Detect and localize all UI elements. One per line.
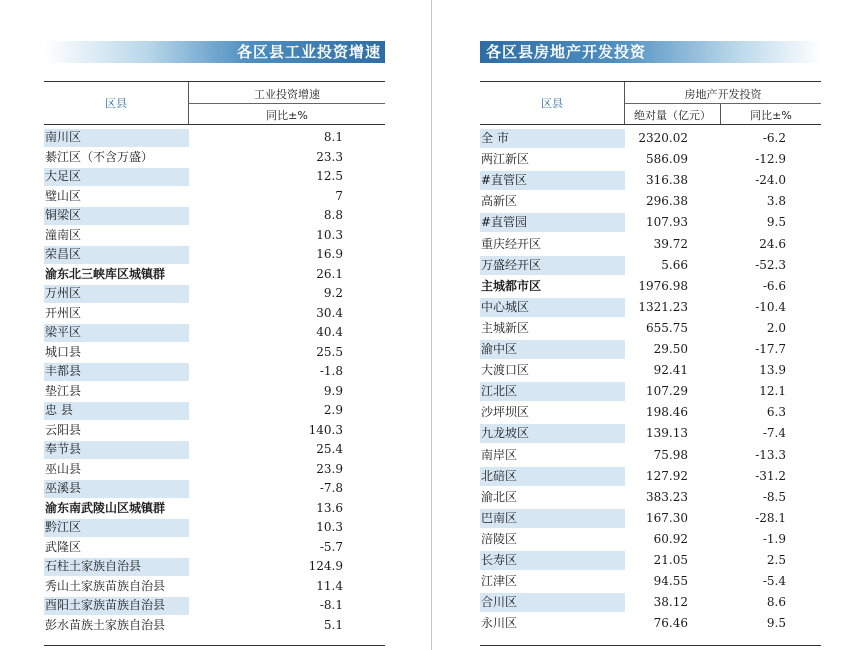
right-table-row <box>480 487 821 508</box>
investment-yoy: -12.9 <box>755 152 786 167</box>
left-table-row <box>44 265 385 285</box>
left-header-region: 区县 <box>105 97 127 110</box>
growth-value: -7.8 <box>319 481 343 495</box>
left-table-row <box>44 460 385 480</box>
right-table-row <box>480 445 821 466</box>
right-table-row <box>480 191 821 212</box>
growth-value: 30.4 <box>316 305 343 320</box>
right-table-row <box>480 339 821 360</box>
investment-yoy: 9.5 <box>766 215 786 230</box>
region-name: 万州区 <box>44 285 189 303</box>
left-table-row <box>44 343 385 363</box>
region-name: 大足区 <box>44 168 189 186</box>
investment-amount: 1321.23 <box>638 299 688 314</box>
right-table-row <box>480 234 821 255</box>
growth-value: 11.4 <box>316 578 343 593</box>
right-table-row <box>480 149 821 170</box>
investment-amount: 296.38 <box>646 194 688 209</box>
left-header-group: 工业投资增速 <box>254 88 320 101</box>
left-header-top-rule <box>44 81 385 82</box>
investment-amount: 167.30 <box>646 510 688 525</box>
region-name: 主城都市区 <box>481 278 542 293</box>
region-name: 涪陵区 <box>481 531 518 546</box>
region-name: 合川区 <box>480 593 625 612</box>
investment-amount: 5.66 <box>661 257 688 272</box>
region-name: 北碚区 <box>480 467 625 486</box>
right-table-bottom-rule <box>480 645 821 646</box>
right-table-title: 各区县房地产开发投资 <box>480 41 821 63</box>
right-header-sub-yoy: 同比±% <box>750 109 792 122</box>
investment-amount: 21.05 <box>653 553 688 567</box>
investment-yoy: -7.4 <box>762 426 786 441</box>
right-table-row <box>480 297 821 318</box>
growth-value: 10.3 <box>316 520 343 534</box>
investment-amount: 2320.02 <box>638 131 688 145</box>
region-name: 渝东南武陵山区城镇群 <box>45 500 166 515</box>
investment-yoy: -24.0 <box>755 173 786 188</box>
right-table-row <box>480 128 821 149</box>
region-name: 潼南区 <box>45 227 82 242</box>
region-name: 江津区 <box>481 574 518 589</box>
region-name: 綦江区（不含万盛） <box>45 149 154 164</box>
right-table-row <box>480 360 821 381</box>
growth-value: -1.8 <box>319 364 343 378</box>
investment-yoy: -6.2 <box>762 131 786 145</box>
investment-yoy: -8.5 <box>762 489 786 504</box>
left-table-row <box>44 245 385 265</box>
left-table-row <box>44 323 385 343</box>
left-table-row <box>44 577 385 597</box>
right-table-row <box>480 550 821 571</box>
investment-amount: 586.09 <box>646 152 688 167</box>
region-name: 丰都县 <box>44 363 189 381</box>
investment-yoy: 6.3 <box>766 405 786 420</box>
right-table-row <box>480 466 821 487</box>
region-name: 永川区 <box>481 616 518 631</box>
right-header-mid-rule <box>625 103 821 104</box>
investment-amount: 38.12 <box>653 595 688 610</box>
investment-amount: 76.46 <box>653 616 688 631</box>
region-name: 九龙坡区 <box>480 424 625 443</box>
region-name: 荣昌区 <box>44 246 189 264</box>
left-table-row <box>44 284 385 304</box>
region-name: 长寿区 <box>480 551 625 570</box>
region-name: 中心城区 <box>480 298 625 317</box>
left-header-mid-rule <box>189 103 385 104</box>
left-table-row <box>44 538 385 558</box>
region-name: 奉节县 <box>44 441 189 459</box>
region-name: 沙坪坝区 <box>481 405 530 420</box>
right-table-row <box>480 255 821 276</box>
growth-value: 140.3 <box>308 422 343 437</box>
investment-yoy: 3.8 <box>766 194 786 209</box>
growth-value: 13.6 <box>316 500 343 515</box>
left-table-row <box>44 440 385 460</box>
growth-value: -8.1 <box>319 598 343 612</box>
region-name: 南岸区 <box>481 447 518 462</box>
growth-value: 2.9 <box>323 403 343 417</box>
investment-yoy: 13.9 <box>759 363 786 378</box>
region-name: 两江新区 <box>481 152 530 167</box>
investment-yoy: -13.3 <box>755 447 786 462</box>
region-name: 彭水苗族土家族自治县 <box>45 617 166 632</box>
investment-amount: 316.38 <box>646 173 688 188</box>
investment-amount: 139.13 <box>646 426 688 441</box>
investment-amount: 39.72 <box>653 236 688 251</box>
investment-amount: 60.92 <box>653 531 688 546</box>
investment-amount: 29.50 <box>653 342 688 356</box>
investment-yoy: 8.6 <box>766 595 786 610</box>
investment-amount: 383.23 <box>646 489 688 504</box>
growth-value: 25.5 <box>316 344 343 359</box>
region-name: 主城新区 <box>481 320 530 335</box>
region-name: 秀山土家族苗族自治县 <box>45 578 166 593</box>
right-table-row <box>480 592 821 613</box>
left-table-row <box>44 596 385 616</box>
left-table-row <box>44 187 385 207</box>
region-name: 铜梁区 <box>44 207 189 225</box>
growth-value: 26.1 <box>316 266 343 281</box>
left-table-row <box>44 616 385 636</box>
investment-amount: 107.29 <box>646 384 688 399</box>
growth-value: 16.9 <box>316 247 343 261</box>
right-header-group: 房地产开发投资 <box>684 88 762 101</box>
region-name: 巴南区 <box>480 509 625 528</box>
investment-amount: 92.41 <box>653 363 688 378</box>
right-table-row <box>480 170 821 191</box>
region-name: 垫江县 <box>45 383 82 398</box>
investment-amount: 1976.98 <box>638 278 688 293</box>
region-name: 梁平区 <box>44 324 189 342</box>
left-header-bottom-rule <box>44 124 385 125</box>
region-name: #直管园 <box>480 213 625 232</box>
growth-value: 25.4 <box>316 442 343 456</box>
investment-yoy: -5.4 <box>762 574 786 589</box>
region-name: 云阳县 <box>45 422 82 437</box>
region-name: 南川区 <box>44 129 189 147</box>
investment-yoy: -6.6 <box>762 278 786 293</box>
investment-yoy: -28.1 <box>755 510 786 525</box>
right-header-sub-abs: 绝对量（亿元） <box>634 109 711 122</box>
growth-value: 40.4 <box>316 325 343 339</box>
right-table-row <box>480 381 821 402</box>
left-header-sub: 同比±% <box>266 109 308 122</box>
left-table-row <box>44 557 385 577</box>
left-table-row <box>44 304 385 324</box>
left-table-row <box>44 128 385 148</box>
left-table-title: 各区县工业投资增速 <box>44 41 385 63</box>
growth-value: 12.5 <box>316 169 343 183</box>
left-table-row <box>44 401 385 421</box>
right-table-row <box>480 276 821 297</box>
investment-amount: 94.55 <box>653 574 688 589</box>
region-name: 渝中区 <box>480 340 625 359</box>
investment-amount: 107.93 <box>646 215 688 230</box>
investment-amount: 75.98 <box>653 447 688 462</box>
growth-value: 9.2 <box>323 286 343 300</box>
region-name: 重庆经开区 <box>481 236 542 251</box>
region-name: 石柱土家族自治县 <box>44 558 189 576</box>
investment-yoy: -1.9 <box>762 531 786 546</box>
right-table-row <box>480 508 821 529</box>
right-header-top-rule <box>480 81 821 82</box>
investment-amount: 655.75 <box>646 320 688 335</box>
growth-value: 124.9 <box>308 559 343 573</box>
growth-value: 23.9 <box>316 461 343 476</box>
investment-yoy: 24.6 <box>759 236 786 251</box>
region-name: 大渡口区 <box>481 363 530 378</box>
right-table-row <box>480 571 821 592</box>
region-name: 酉阳土家族苗族自治县 <box>44 597 189 615</box>
region-name: 璧山区 <box>45 188 82 203</box>
left-table-row <box>44 518 385 538</box>
growth-value: 10.3 <box>316 227 343 242</box>
page-divider <box>431 0 432 650</box>
right-table-row <box>480 423 821 444</box>
left-table-row <box>44 206 385 226</box>
growth-value: 5.1 <box>323 617 343 632</box>
growth-value: 8.8 <box>323 208 343 222</box>
investment-yoy: -17.7 <box>755 342 786 356</box>
right-table-row <box>480 212 821 233</box>
investment-yoy: 9.5 <box>766 616 786 631</box>
region-name: 城口县 <box>45 344 82 359</box>
left-table-row <box>44 479 385 499</box>
growth-value: -5.7 <box>319 539 343 554</box>
left-table-row <box>44 167 385 187</box>
investment-yoy: 12.1 <box>759 384 786 399</box>
growth-value: 8.1 <box>323 130 343 144</box>
left-table-bottom-rule <box>44 645 385 646</box>
left-table-row <box>44 382 385 402</box>
investment-amount: 198.46 <box>646 405 688 420</box>
investment-yoy: 2.5 <box>766 553 786 567</box>
region-name: 黔江区 <box>44 519 189 537</box>
left-table-row <box>44 148 385 168</box>
growth-value: 7 <box>335 188 343 203</box>
region-name: 忠 县 <box>44 402 189 420</box>
right-table-row <box>480 318 821 339</box>
investment-yoy: -10.4 <box>755 299 786 314</box>
right-table-row <box>480 613 821 634</box>
region-name: 万盛经开区 <box>480 256 625 275</box>
left-table-row <box>44 499 385 519</box>
growth-value: 9.9 <box>323 383 343 398</box>
right-header-bottom-rule <box>480 124 821 125</box>
region-name: 全 市 <box>480 129 625 148</box>
region-name: 渝东北三峡库区城镇群 <box>45 266 166 281</box>
right-header-region: 区县 <box>541 97 563 110</box>
region-name: 巫溪县 <box>44 480 189 498</box>
region-name: 渝北区 <box>481 489 518 504</box>
right-table-row <box>480 402 821 423</box>
investment-yoy: -31.2 <box>755 468 786 483</box>
left-table-row <box>44 421 385 441</box>
region-name: #直管区 <box>480 171 625 190</box>
growth-value: 23.3 <box>316 149 343 164</box>
region-name: 高新区 <box>481 194 518 209</box>
left-table-row <box>44 226 385 246</box>
investment-yoy: -52.3 <box>755 257 786 272</box>
region-name: 开州区 <box>45 305 82 320</box>
region-name: 武隆区 <box>45 539 82 554</box>
right-table-row <box>480 529 821 550</box>
region-name: 江北区 <box>480 382 625 401</box>
investment-yoy: 2.0 <box>766 320 786 335</box>
region-name: 巫山县 <box>45 461 82 476</box>
investment-amount: 127.92 <box>646 468 688 483</box>
left-table-row <box>44 362 385 382</box>
